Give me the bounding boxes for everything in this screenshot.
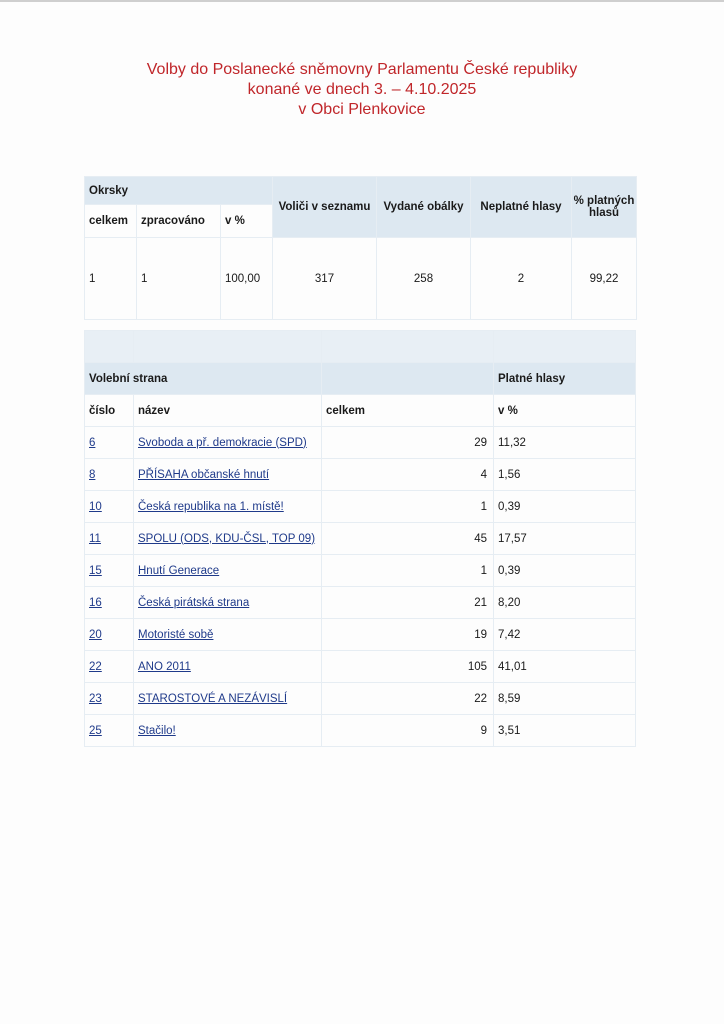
page-top-border (0, 0, 724, 2)
party-votes-cell (322, 427, 494, 459)
party-percent-cell (494, 715, 636, 747)
party-name-link[interactable]: STAROSTOVÉ A NEZÁVISLÍ (138, 692, 288, 705)
zpracovano-header: zpracováno (137, 205, 221, 238)
platne-proc-value: 99,22 (572, 238, 637, 320)
party-name-link[interactable]: Česká republika na 1. místě! (138, 500, 284, 513)
party-row (85, 523, 636, 555)
platne-proc-header-line1: % platných (573, 195, 635, 207)
party-name-link-cell (134, 715, 322, 747)
cislo-header: číslo (85, 395, 134, 427)
party-number-link[interactable]: 15 (89, 564, 102, 577)
strana-header-blank (322, 363, 494, 395)
party-name-link-cell (134, 491, 322, 523)
party-number-link-cell (85, 619, 134, 651)
document-title (0, 60, 724, 120)
party-number-link-cell (85, 555, 134, 587)
party-number-link-cell (85, 523, 134, 555)
party-row (85, 715, 636, 747)
results-band (322, 331, 494, 363)
party-row (85, 651, 636, 683)
party-votes-cell (322, 491, 494, 523)
party-votes: 22 (474, 692, 487, 705)
platne-proc-header (572, 177, 637, 238)
party-number-link[interactable]: 10 (89, 500, 102, 513)
party-name-link-cell (134, 523, 322, 555)
party-number-link[interactable]: 11 (89, 532, 101, 545)
party-percent-cell (494, 555, 636, 587)
party-votes-cell (322, 555, 494, 587)
strana-header: Volební strana (85, 363, 322, 395)
results-table (84, 330, 636, 747)
volici-value: 317 (273, 238, 377, 320)
party-row (85, 619, 636, 651)
party-name-link[interactable]: Motoristé sobě (138, 628, 214, 641)
party-votes: 9 (480, 724, 487, 737)
title-line-3: v Obci Plenkovice (298, 101, 426, 118)
party-number-link-cell (85, 587, 134, 619)
party-name-link-cell (134, 459, 322, 491)
party-percent-cell (494, 683, 636, 715)
party-percent-cell (494, 523, 636, 555)
party-number-link-cell (85, 683, 134, 715)
party-percent-cell (494, 459, 636, 491)
zpracovano-value: 1 (137, 238, 221, 320)
party-number-link[interactable]: 25 (89, 724, 102, 737)
party-name-link[interactable]: PŘÍSAHA občanské hnutí (138, 468, 270, 481)
party-percent: 1,56 (498, 468, 521, 481)
party-name-link[interactable]: Hnutí Generace (138, 564, 220, 577)
party-number-link[interactable]: 6 (89, 436, 96, 449)
party-votes-cell (322, 587, 494, 619)
celkem-value: 1 (85, 238, 137, 320)
party-name-link[interactable]: ANO 2011 (138, 660, 191, 673)
party-name-link[interactable]: Česká pirátská strana (138, 596, 250, 609)
party-votes-cell (322, 459, 494, 491)
party-row (85, 491, 636, 523)
party-votes: 29 (474, 436, 487, 449)
party-votes-cell (322, 523, 494, 555)
party-number-link-cell (85, 491, 134, 523)
neplatne-value: 2 (471, 238, 572, 320)
celkem-header: celkem (322, 395, 494, 427)
party-number-link[interactable]: 23 (89, 692, 102, 705)
party-name-link-cell (134, 651, 322, 683)
party-number-link[interactable]: 16 (89, 596, 102, 609)
party-name-link-cell (134, 683, 322, 715)
party-name-link-cell (134, 587, 322, 619)
party-votes: 1 (480, 564, 487, 577)
party-percent-cell (494, 619, 636, 651)
party-name-link[interactable]: Stačilo! (138, 724, 176, 737)
party-percent: 11,32 (498, 436, 526, 449)
party-name-link[interactable]: SPOLU (ODS, KDU-ČSL, TOP 09) (138, 532, 316, 545)
party-percent-cell (494, 651, 636, 683)
party-percent-cell (494, 587, 636, 619)
party-number-link-cell (85, 459, 134, 491)
party-votes-cell (322, 651, 494, 683)
party-votes: 1 (480, 500, 487, 513)
party-percent: 8,59 (498, 692, 521, 705)
party-number-link[interactable]: 22 (89, 660, 102, 673)
celkem-header: celkem (85, 205, 137, 238)
party-name-link-cell (134, 619, 322, 651)
volici-header: Voliči v seznamu (273, 177, 377, 238)
party-votes-cell (322, 683, 494, 715)
party-percent: 17,57 (498, 532, 527, 545)
vproc-header: v % (494, 395, 636, 427)
obalky-header: Vydané obálky (377, 177, 471, 238)
party-votes: 21 (474, 596, 487, 609)
party-percent: 0,39 (498, 564, 521, 577)
results-band (85, 331, 134, 363)
party-percent: 7,42 (498, 628, 521, 641)
results-rows (85, 427, 636, 747)
party-percent: 8,20 (498, 596, 521, 609)
party-votes: 105 (467, 660, 487, 673)
okrsky-header: Okrsky (85, 177, 273, 205)
party-votes: 19 (474, 628, 487, 641)
obalky-value: 258 (377, 238, 471, 320)
party-percent-cell (494, 427, 636, 459)
party-row (85, 587, 636, 619)
party-percent-cell (494, 491, 636, 523)
party-number-link[interactable]: 20 (89, 628, 102, 641)
party-number-link-cell (85, 715, 134, 747)
party-name-link-cell (134, 555, 322, 587)
party-number-link[interactable]: 8 (89, 468, 96, 481)
party-number-link-cell (85, 427, 134, 459)
vproc-value: 100,00 (221, 238, 273, 320)
party-number-link-cell (85, 651, 134, 683)
party-row (85, 459, 636, 491)
party-votes: 45 (474, 532, 487, 545)
vproc-header: v % (221, 205, 273, 238)
party-name-link-cell (134, 427, 322, 459)
title-line-1: Volby do Poslanecké sněmovny Parlamentu České republiky (146, 61, 578, 78)
platne-proc-header-line2: hlasů (588, 207, 620, 219)
nazev-header: název (134, 395, 322, 427)
party-percent: 41,01 (498, 660, 527, 673)
results-band (134, 331, 322, 363)
party-votes-cell (322, 715, 494, 747)
party-row (85, 683, 636, 715)
party-percent: 0,39 (498, 500, 521, 513)
party-votes-cell (322, 619, 494, 651)
results-band (494, 331, 636, 363)
party-row (85, 555, 636, 587)
party-name-link[interactable]: Svoboda a př. demokracie (SPD) (138, 436, 307, 449)
platne-header: Platné hlasy (494, 363, 636, 395)
neplatne-header: Neplatné hlasy (471, 177, 572, 238)
party-row (85, 427, 636, 459)
summary-table (84, 176, 637, 320)
party-percent: 3,51 (498, 724, 521, 737)
title-line-2: konané ve dnech 3. – 4.10.2025 (247, 81, 477, 98)
party-votes: 4 (480, 468, 487, 481)
